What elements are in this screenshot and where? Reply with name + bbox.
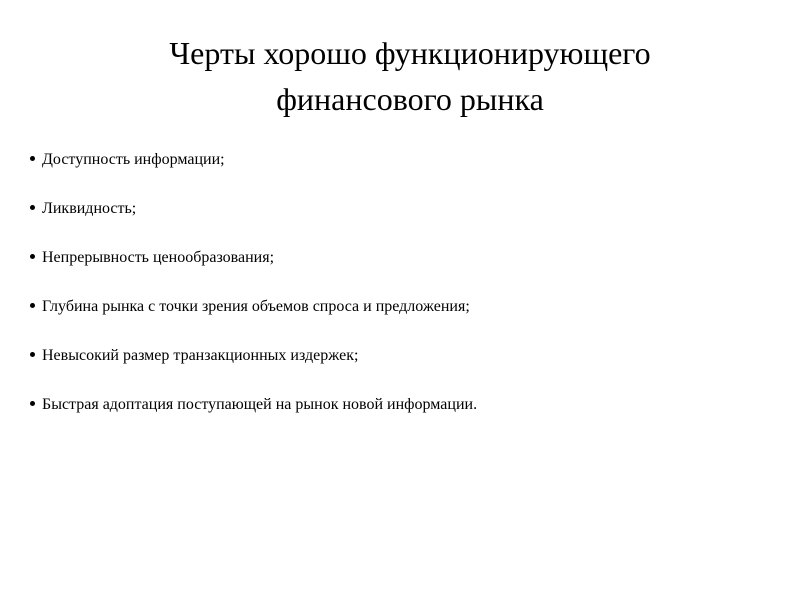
- bullet-text: Доступность информации;: [42, 151, 225, 168]
- bullet-text: Непрерывность ценообразования;: [42, 249, 275, 266]
- bullet-dot-icon: [30, 156, 35, 161]
- bullet-item: [30, 144, 770, 193]
- bullet-dot-icon: [30, 205, 35, 210]
- bullet-item: [30, 193, 770, 242]
- bullet-item: [30, 242, 770, 291]
- bullet-text: Ликвидность;: [42, 200, 137, 217]
- bullet-dot-icon: [30, 303, 35, 308]
- bullet-item: [30, 340, 770, 389]
- bullet-text: Быстрая адоптация поступающей на рынок новой информации.: [42, 396, 478, 413]
- bullet-text: Глубина рынка с точки зрения объемов спроса и предложения;: [42, 298, 470, 315]
- bullet-text: Невысокий размер транзакционных издержек;: [42, 347, 359, 364]
- bullet-dot-icon: [30, 254, 35, 259]
- bullet-item: [30, 291, 770, 340]
- slide-title-line-1: Черты хорошо функционирующего: [169, 35, 651, 71]
- slide-title-line-2: финансового рынка: [276, 81, 544, 117]
- bullet-dot-icon: [30, 352, 35, 357]
- bullet-list: [30, 144, 770, 438]
- bullet-item: [30, 389, 770, 438]
- slide-title: [60, 30, 760, 122]
- bullet-dot-icon: [30, 401, 35, 406]
